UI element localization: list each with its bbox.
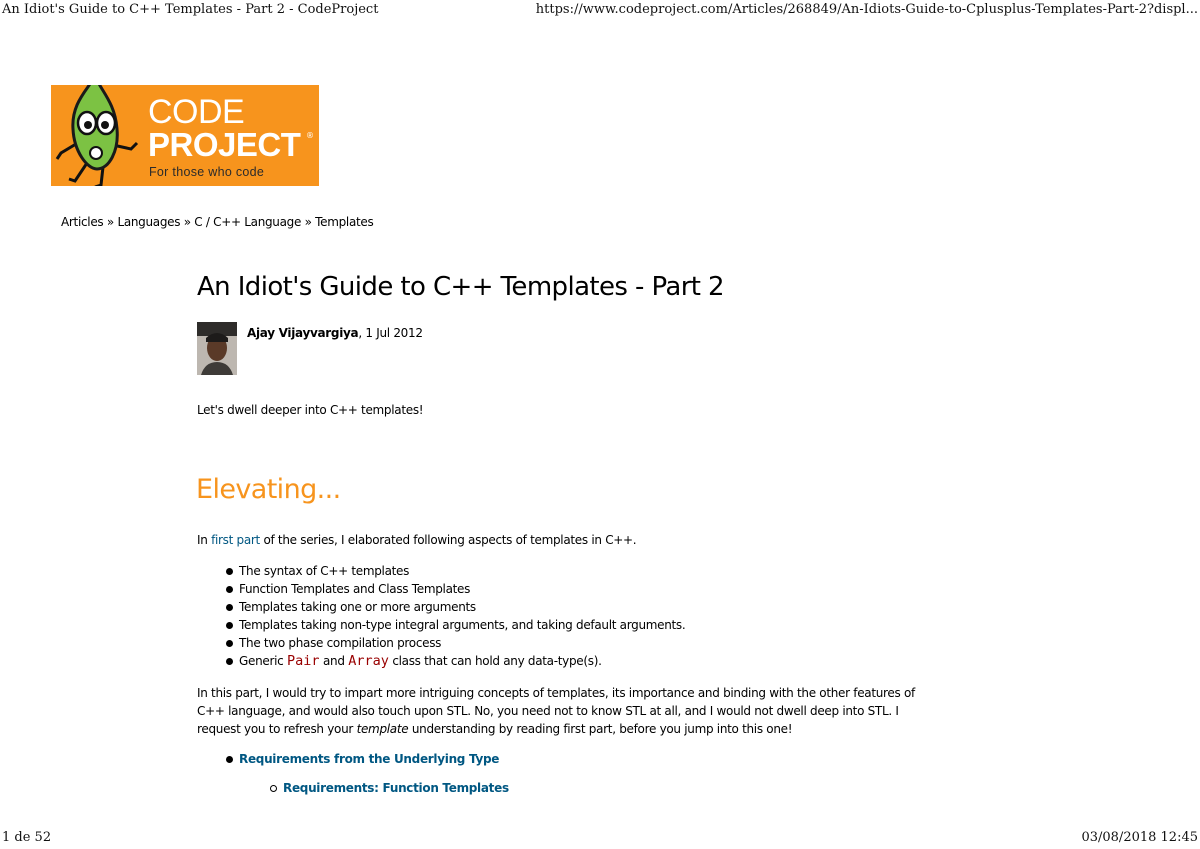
breadcrumb-separator: » <box>301 215 316 229</box>
toc-link-requirements-function-templates[interactable]: Requirements: Function Templates <box>283 781 509 795</box>
para2-emphasis: template <box>356 722 409 736</box>
table-of-contents <box>224 751 499 768</box>
logo-word-project: PROJECT <box>148 126 301 163</box>
intro-paragraph <box>197 533 636 547</box>
publish-date: , 1 Jul 2012 <box>358 326 423 340</box>
breadcrumb-separator: » <box>103 215 118 229</box>
table-of-contents-sub <box>268 780 509 797</box>
first-part-link[interactable]: first part <box>211 533 260 547</box>
list-item: The two phase compilation process <box>224 635 685 653</box>
toc-link-requirements-underlying-type[interactable]: Requirements from the Underlying Type <box>239 752 500 766</box>
aspect-middle: and <box>319 654 349 668</box>
logo-word-code: CODE <box>148 93 245 131</box>
toc-subitem <box>268 780 509 797</box>
aspect-prefix: Generic <box>239 654 287 668</box>
breadcrumb-item-c-cpp[interactable]: C / C++ Language <box>194 215 302 229</box>
article-title: An Idiot's Guide to C++ Templates - Part 2 <box>197 272 724 302</box>
breadcrumb-item-templates[interactable]: Templates <box>315 215 374 229</box>
author-avatar[interactable] <box>197 322 237 375</box>
author-name[interactable]: Ajay Vijayvargiya <box>247 326 359 340</box>
print-footer-datetime: 03/08/2018 12:45 <box>1081 830 1198 845</box>
section-heading-elevating: Elevating... <box>196 474 341 505</box>
para2-part2: understanding by reading first part, before you jump into this one! <box>408 722 793 736</box>
author-line <box>247 326 423 340</box>
para2-part1: In this part, I would try to impart more intriguing concepts of templates, its importance and binding with the other features of C++ language, and would also touch upon STL. No, you need not to know STL at all, and I would not dwell deep into STL. I request you to refresh your <box>197 686 915 736</box>
list-item <box>224 653 685 671</box>
toc-item <box>224 751 499 768</box>
bob-mascot-icon <box>51 85 151 186</box>
list-item: Function Templates and Class Templates <box>224 581 685 599</box>
code-array: Array <box>348 653 389 669</box>
print-header-url: https://www.codeproject.com/Articles/268849/An-Idiots-Guide-to-Cplusplus-Templates-Part-2?displ... <box>535 2 1198 17</box>
code-pair: Pair <box>286 653 320 669</box>
intro-prefix: In <box>197 533 212 547</box>
breadcrumb <box>61 215 373 229</box>
article-summary: Let's dwell deeper into C++ templates! <box>197 403 424 417</box>
codeproject-logo[interactable] <box>51 85 319 186</box>
list-item: Templates taking one or more arguments <box>224 599 685 617</box>
aspects-list <box>224 563 685 671</box>
registered-mark: ® <box>306 131 314 140</box>
aspect-suffix: class that can hold any data-type(s). <box>388 654 602 668</box>
logo-tagline: For those who code <box>149 165 265 179</box>
print-header-title: An Idiot's Guide to C++ Templates - Part 2 - CodeProject <box>2 2 379 17</box>
intro-suffix: of the series, I elaborated following aspects of templates in C++. <box>259 533 637 547</box>
breadcrumb-separator: » <box>180 215 195 229</box>
list-item: The syntax of C++ templates <box>224 563 685 581</box>
breadcrumb-item-languages[interactable]: Languages <box>117 215 181 229</box>
list-item: Templates taking non-type integral arguments, and taking default arguments. <box>224 617 685 635</box>
part2-intro-paragraph <box>197 684 917 738</box>
breadcrumb-item-articles[interactable]: Articles <box>61 215 104 229</box>
author-photo-icon <box>197 322 237 375</box>
print-footer-page: 1 de 52 <box>2 830 52 845</box>
